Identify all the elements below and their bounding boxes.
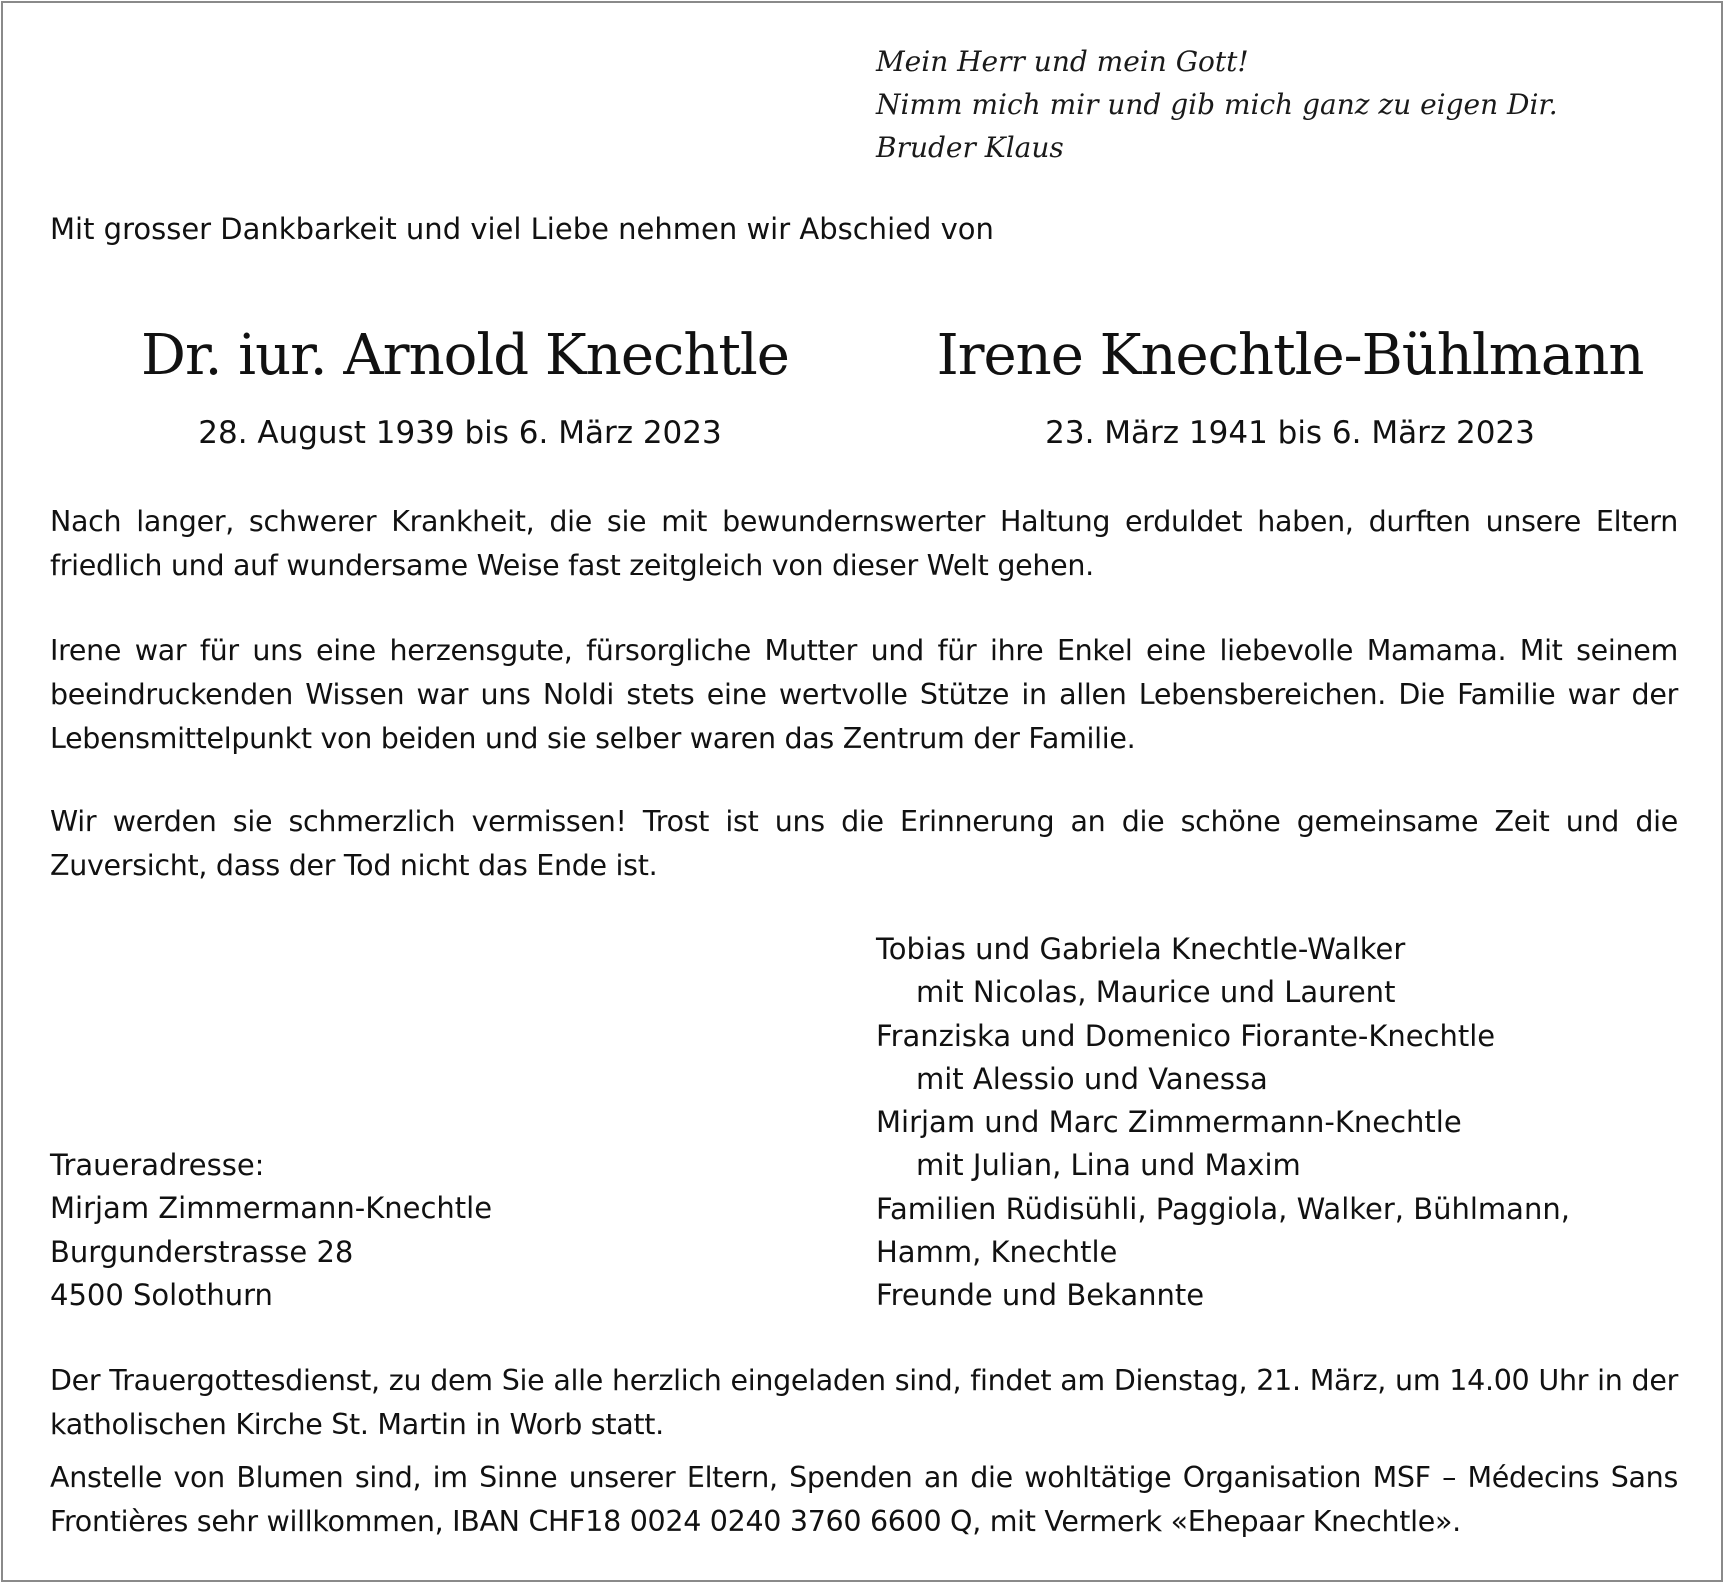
family-list [876,928,1570,1318]
motto-author: Bruder Klaus [876,131,1064,164]
deceased-dates-irene: 23. März 1941 bis 6. März 2023 [1045,415,1535,451]
deceased-dates-arnold: 28. August 1939 bis 6. März 2023 [198,415,722,451]
family-line-children: mit Alessio und Vanessa [916,1061,1268,1096]
family-line: Tobias und Gabriela Knechtle-Walker [876,932,1406,966]
family-line: Hamm, Knechtle [876,1235,1118,1270]
deceased-name-arnold: Dr. iur. Arnold Knechtle [141,323,789,388]
paragraph-service: Der Trauergottesdienst, zu dem Sie alle herzlich eingeladen sind, findet am Dienstag, 21. März, um 14.00 Uhr in der katholischen Kirche St. Martin in Worb statt. [50,1364,1678,1441]
paragraph-tribute: Irene war für uns eine herzensgute, fürsorgliche Mutter und für ihre Enkel eine liebevolle Mamama. Mit seinem beeindruckenden Wissen war uns Noldi stets eine wertvolle Stütze in allen Lebensbereichen. Die Familie war der Lebensmittelpunkt von beiden und sie selber waren das Zentrum der Familie. [50,634,1678,755]
intro-text: Mit grosser Dankbarkeit und viel Liebe nehmen wir Abschied von [50,212,994,246]
family-line: Freunde und Bekannte [876,1278,1205,1313]
paragraph-illness: Nach langer, schwerer Krankheit, die sie mit bewundernswerter Haltung erduldet haben, durften unsere Eltern friedlich und auf wundersame Weise fast zeitgleich von dieser Welt gehen. [50,505,1678,582]
family-line-children: mit Nicolas, Maurice und Laurent [916,975,1396,1010]
paragraph-donation: Anstelle von Blumen sind, im Sinne unserer Eltern, Spenden an die wohltätige Organisation MSF – Médecins Sans Frontières sehr willkommen, IBAN CHF18 0024 0240 3760 6600 Q, mit Vermerk «Ehepaar Knechtle». [50,1461,1678,1538]
address-city: 4500 Solothurn [50,1277,273,1312]
motto-line: Nimm mich mir und gib mich ganz zu eigen Dir. [876,88,1558,121]
paragraph-consolation: Wir werden sie schmerzlich vermissen! Trost ist uns die Erinnerung an die schöne gemeinsame Zeit und die Zuversicht, dass der Tod nicht das Ende ist. [50,805,1678,882]
address-name: Mirjam Zimmermann-Knechtle [50,1191,493,1226]
address-street: Burgunderstrasse 28 [50,1234,354,1269]
deceased-name-irene: Irene Knechtle-Bühlmann [936,323,1644,388]
motto-line: Mein Herr und mein Gott! [876,45,1249,78]
motto-quote [876,40,1558,169]
address-label: Traueradresse: [50,1148,265,1182]
family-line: Mirjam und Marc Zimmermann-Knechtle [876,1105,1462,1140]
mourning-address [50,1144,492,1317]
family-line-children: mit Julian, Lina und Maxim [916,1148,1301,1183]
family-line: Franziska und Domenico Fiorante-Knechtle [876,1018,1496,1053]
family-line: Familien Rüdisühli, Paggiola, Walker, Bühlmann, [876,1191,1570,1226]
